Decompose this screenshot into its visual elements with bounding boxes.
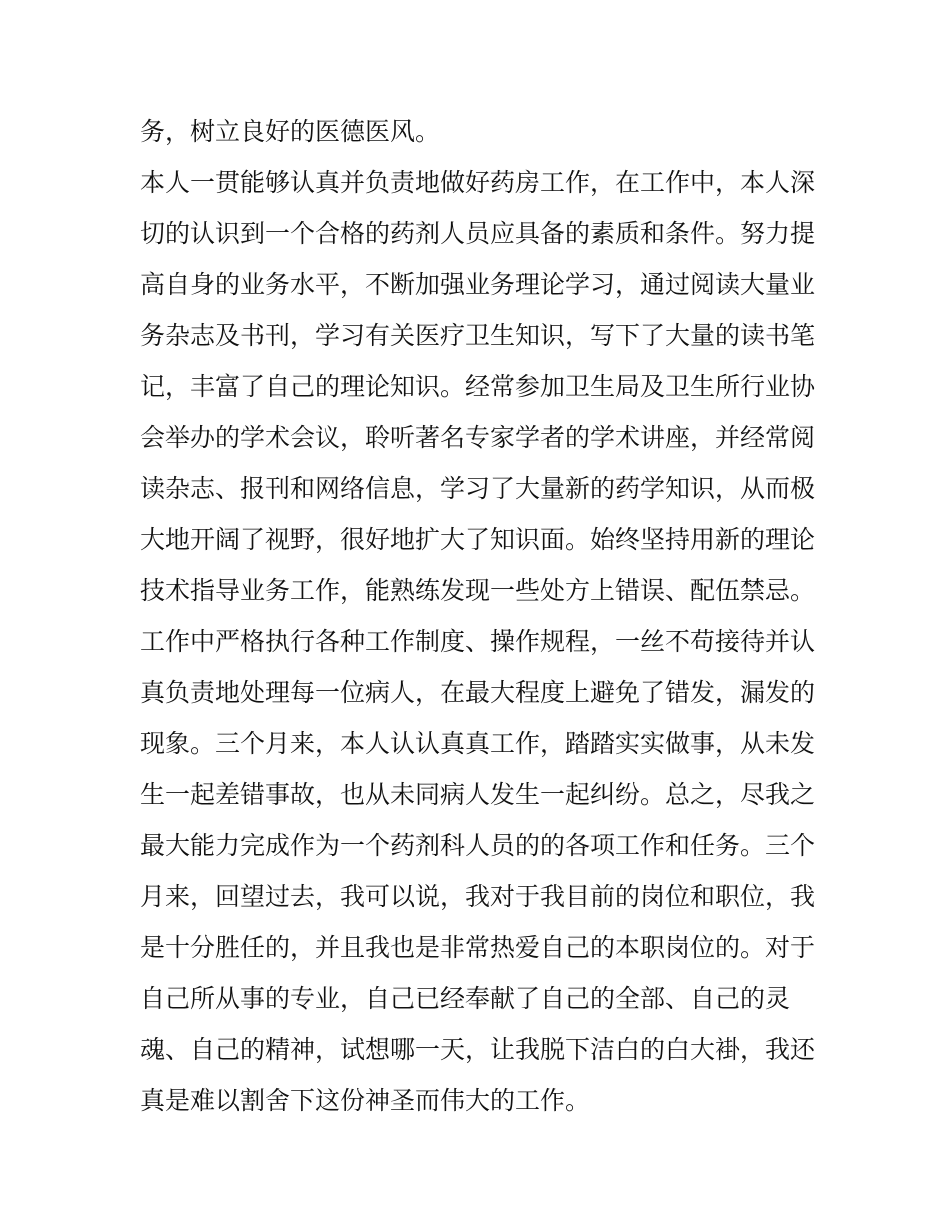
body-text [140,106,820,1126]
text-line: 记，丰富了自己的理论知识。经常参加卫生局及卫生所行业协 [140,372,816,401]
text-line: 最大能力完成作为一个药剂科人员的的各项工作和任务。三个 [140,831,816,860]
text-line: 真是难以割舍下这份神圣而伟大的工作。 [140,1086,591,1115]
text-line: 工作中严格执行各种工作制度、操作规程，一丝不苟接待并认 [140,627,816,656]
text-line: 会举办的学术会议，聆听著名专家学者的学术讲座，并经常阅 [140,423,816,452]
text-line: 现象。三个月来，本人认认真真工作，踏踏实实做事，从未发 [140,729,816,758]
text-line: 大地开阔了视野，很好地扩大了知识面。始终坚持用新的理论 [140,525,816,554]
text-line: 是十分胜任的，并且我也是非常热爱自己的本职岗位的。对于 [140,933,816,962]
text-line: 自己所从事的专业，自己已经奉献了自己的全部、自己的灵 [140,984,791,1013]
text-line: 魂、自己的精神，试想哪一天，让我脱下洁白的白大褂，我还 [140,1035,816,1064]
text-line: 务，树立良好的医德医风。 [140,117,441,146]
text-line: 生一起差错事故，也从未同病人发生一起纠纷。总之，尽我之 [140,780,816,809]
text-line: 高自身的业务水平，不断加强业务理论学习，通过阅读大量业 [140,270,816,299]
text-line: 月来，回望过去，我可以说，我对于我目前的岗位和职位，我 [140,882,816,911]
text-line: 务杂志及书刊，学习有关医疗卫生知识，写下了大量的读书笔 [140,321,816,350]
text-line: 本人一贯能够认真并负责地做好药房工作，在工作中，本人深 [140,168,816,197]
text-line: 切的认识到一个合格的药剂人员应具备的素质和条件。努力提 [140,219,816,248]
text-line: 真负责地处理每一位病人，在最大程度上避免了错发，漏发的 [140,678,816,707]
text-line: 技术指导业务工作，能熟练发现一些处方上错误、配伍禁忌。 [140,576,816,605]
text-line: 读杂志、报刊和网络信息，学习了大量新的药学知识，从而极 [140,474,816,503]
